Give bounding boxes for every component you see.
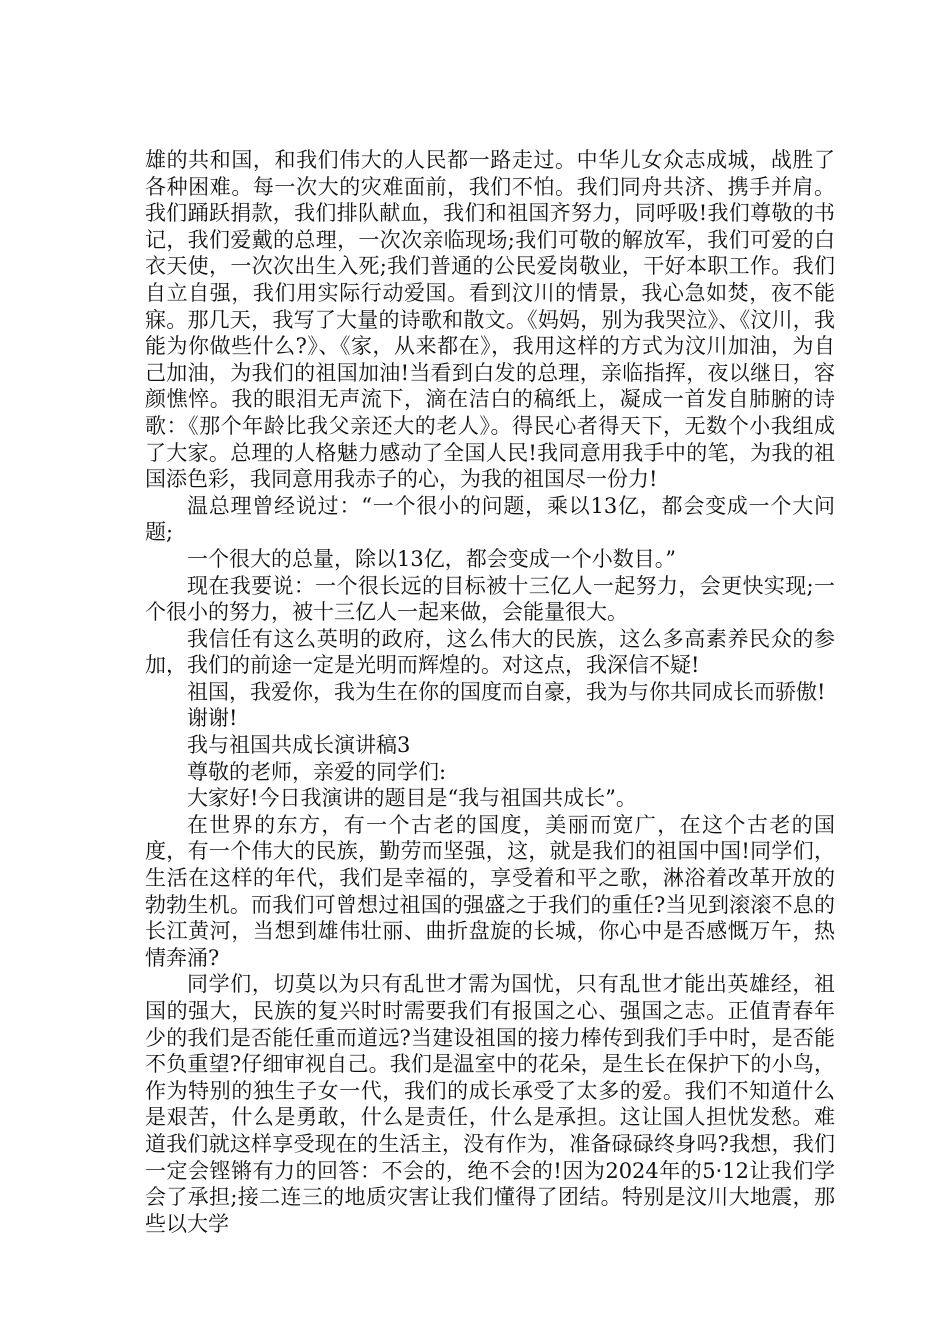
document-body (145, 147, 835, 1237)
paragraph: 雄的共和国，和我们伟大的人民都一路走过。中华儿女众志成城，战胜了各种困难。每一次大的灾难面前，我们不怕。我们同舟共济、携手并肩。我们踊跃捐款，我们排队献血，我们和祖国齐努力，同呼吸!我们尊敬的书记，我们爱戴的总理，一次次亲临现场;我们可敬的解放军，我们可爱的白衣天使，一次次出生入死;我们普通的公民爱岗敬业，干好本职工作。我们自立自强，我们用实际行动爱国。看到汶川的情景，我心急如焚，夜不能寐。那几天，我写了大量的诗歌和散文。《妈妈，别为我哭泣》、《汶川，我能为你做些什么?》、《家，从来都在》，我用这样的方式为汶川加油，为自己加油，为我们的祖国加油!当看到白发的总理，亲临指挥，夜以继日，容颜憔悴。我的眼泪无声流下，滴在洁白的稿纸上，凝成一首发自肺腑的诗歌：《那个年龄比我父亲还大的老人》。得民心者得天下，无数个小我组成了大家。总理的人格魅力感动了全国人民!我同意用我手中的笔，为我的祖国添色彩，我同意用我赤子的心，为我的祖国尽一份力! (145, 148, 835, 492)
paragraph: 谢谢! (187, 706, 238, 731)
paragraph: 祖国，我爱你，我为生在你的国度而自豪，我为与你共同成长而骄傲! (187, 679, 826, 704)
paragraph: 一个很大的总量，除以13亿，都会变成一个小数目。” (187, 546, 676, 571)
section-title: 我与祖国共成长演讲稿3 (187, 733, 411, 758)
paragraph: 同学们，切莫以为只有乱世才需为国忧，只有乱世才能出英雄经，祖国的强大，民族的复兴时时需要我们有报国之心、强国之志。正值青春年少的我们是否能任重而道远?当建设祖国的接力棒传到我们手中时，是否能不负重望?仔细审视自己。我们是温室中的花朵，是生长在保护下的小鸟，作为特别的独生子女一代，我们的成长承受了太多的爱。我们不知道什么是艰苦，什么是勇敢，什么是责任，什么是承担。这让国人担忧发愁。难道我们就这样享受现在的生活主，没有作为，准备碌碌终身吗?我想，我们一定会铿锵有力的回答：不会的，绝不会的!因为2024年的5·12让我们学会了承担;接二连三的地质灾害让我们懂得了团结。特别是汶川大地震，那些以大学 (145, 972, 835, 1236)
paragraph: 大家好!今日我演讲的题目是“我与祖国共成长”。 (187, 786, 637, 811)
paragraph: 我信任有这么英明的政府，这么伟大的民族，这么多高素养民众的参加，我们的前途一定是光明而辉煌的。对这点，我深信不疑! (145, 626, 835, 678)
salutation: 尊敬的老师，亲爱的同学们: (187, 759, 447, 784)
paragraph: 在世界的东方，有一个古老的国度，美丽而宽广，在这个古老的国度，有一个伟大的民族，勤劳而坚强，这，就是我们的祖国中国!同学们，生活在这样的年代，我们是幸福的，享受着和平之歌，淋浴着改革开放的勃勃生机。而我们可曾想过祖国的强盛之于我们的重任?当见到滚滚不息的长江黄河，当想到雄伟壮丽、曲折盘旋的长城，你心中是否感慨万午，热情奔涌? (145, 812, 835, 970)
paragraph: 现在我要说：一个很长远的目标被十三亿人一起努力，会更快实现;一个很小的努力，被十三亿人一起来做，会能量很大。 (145, 573, 835, 625)
paragraph: 温总理曾经说过：“一个很小的问题，乘以13亿，都会变成一个大问题; (145, 493, 835, 545)
